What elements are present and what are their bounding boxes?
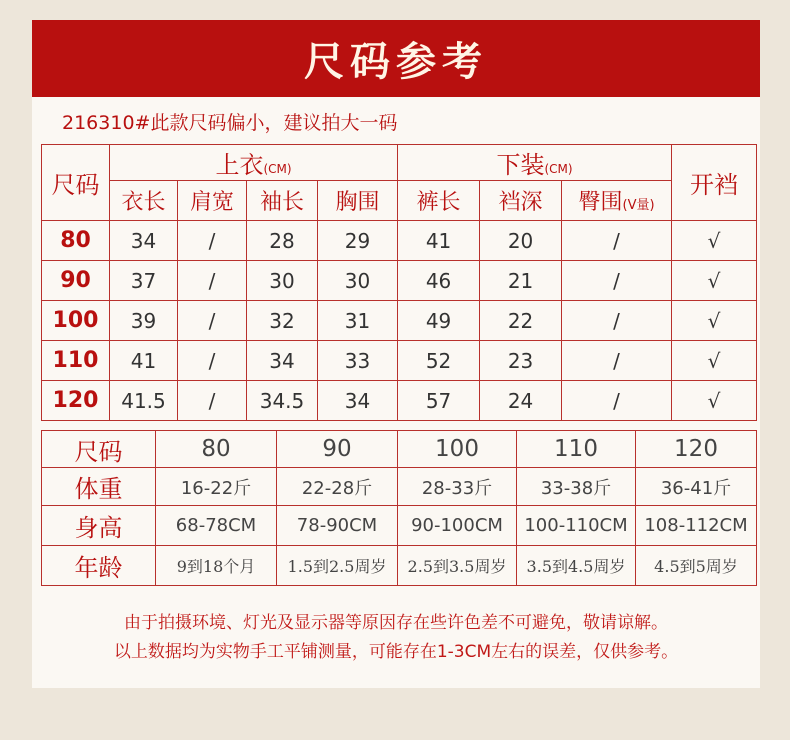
title-banner: [32, 20, 760, 97]
table-row: [42, 546, 757, 586]
bottom-group-header: 下装(CM): [398, 145, 672, 181]
size-header: 尺码: [42, 145, 110, 221]
disclaimer-line-1: 由于拍摄环境、灯光及显示器等原因存在些许色差不可避免，敬请谅解。: [124, 613, 668, 633]
page-title: 尺码参考: [304, 38, 488, 85]
table-cell: 1.5到2.5周岁: [277, 546, 398, 586]
disclaimer-line-2: 以上数据均为实物手工平铺测量，可能存在1-3CM左右的误差，仅供参考。: [113, 642, 679, 662]
table-cell: 34: [110, 221, 178, 261]
table-cell: 34: [318, 381, 398, 421]
col-crotch-depth-header: 裆深: [480, 181, 562, 221]
table-cell: 100: [398, 431, 517, 468]
table-cell: /: [178, 341, 247, 381]
table-cell: 120: [636, 431, 757, 468]
table-cell: 22-28斤: [277, 468, 398, 506]
table-cell: 24: [480, 381, 562, 421]
table-cell: 110: [517, 431, 636, 468]
table-cell: 28-33斤: [398, 468, 517, 506]
table-row: [42, 301, 757, 341]
table-row: [42, 506, 757, 546]
table-cell: /: [562, 301, 672, 341]
table-cell: /: [562, 261, 672, 301]
table-cell: /: [178, 221, 247, 261]
table-cell: 31: [318, 301, 398, 341]
table-cell: 4.5到5周岁: [636, 546, 757, 586]
table-row: [42, 381, 757, 421]
top-group-header: 上衣(CM): [110, 145, 398, 181]
table-cell: 49: [398, 301, 480, 341]
table-row: [42, 261, 757, 301]
table-cell: 21: [480, 261, 562, 301]
table-cell: 16-22斤: [156, 468, 277, 506]
table-cell: 30: [247, 261, 318, 301]
table-cell: 9到18个月: [156, 546, 277, 586]
table-cell: /: [178, 301, 247, 341]
col-length-header: 衣长: [110, 181, 178, 221]
table-cell: /: [178, 261, 247, 301]
table-cell: /: [562, 381, 672, 421]
table-cell: 52: [398, 341, 480, 381]
reference-table: [41, 430, 757, 586]
check-cell: √: [672, 381, 757, 421]
table-cell: 37: [110, 261, 178, 301]
col-sleeve-header: 袖长: [247, 181, 318, 221]
size-note: 216310#此款尺码偏小，建议拍大一码: [62, 112, 398, 134]
table-cell: 28: [247, 221, 318, 261]
table-cell: 90-100CM: [398, 506, 517, 546]
table-cell: 46: [398, 261, 480, 301]
check-cell: √: [672, 221, 757, 261]
check-cell: √: [672, 341, 757, 381]
table-cell: /: [562, 221, 672, 261]
table-cell: 34: [247, 341, 318, 381]
open-crotch-header: 开裆: [672, 145, 757, 221]
table-row: [42, 341, 757, 381]
table-cell: 41.5: [110, 381, 178, 421]
table-cell: 78-90CM: [277, 506, 398, 546]
col-pants-length-header: 裤长: [398, 181, 480, 221]
check-cell: √: [672, 261, 757, 301]
table-cell: 36-41斤: [636, 468, 757, 506]
col-hip-header: 臀围(V量): [562, 181, 672, 221]
table-cell: 22: [480, 301, 562, 341]
table-cell: 23: [480, 341, 562, 381]
table-cell: 57: [398, 381, 480, 421]
table-cell: 90: [277, 431, 398, 468]
table-cell: /: [562, 341, 672, 381]
col-chest-header: 胸围: [318, 181, 398, 221]
table-row: [42, 468, 757, 506]
table-cell: 2.5到3.5周岁: [398, 546, 517, 586]
row-label-age: 年龄: [42, 546, 156, 586]
row-size: 90: [42, 261, 110, 301]
row-label-size: 尺码: [42, 431, 156, 468]
table-cell: 68-78CM: [156, 506, 277, 546]
table-row: [42, 221, 757, 261]
table-cell: 33: [318, 341, 398, 381]
table-cell: 34.5: [247, 381, 318, 421]
table-cell: 33-38斤: [517, 468, 636, 506]
row-size: 100: [42, 301, 110, 341]
table-cell: 41: [110, 341, 178, 381]
table-cell: 20: [480, 221, 562, 261]
row-label-weight: 体重: [42, 468, 156, 506]
check-cell: √: [672, 301, 757, 341]
size-chart-table: [41, 144, 757, 421]
table-cell: 80: [156, 431, 277, 468]
table-cell: 41: [398, 221, 480, 261]
table-cell: 29: [318, 221, 398, 261]
table-cell: /: [178, 381, 247, 421]
row-size: 80: [42, 221, 110, 261]
row-label-height: 身高: [42, 506, 156, 546]
table-cell: 3.5到4.5周岁: [517, 546, 636, 586]
table-cell: 39: [110, 301, 178, 341]
table-cell: 100-110CM: [517, 506, 636, 546]
table-cell: 32: [247, 301, 318, 341]
row-size: 110: [42, 341, 110, 381]
row-size: 120: [42, 381, 110, 421]
table-row: [42, 431, 757, 468]
col-shoulder-header: 肩宽: [178, 181, 247, 221]
table-cell: 30: [318, 261, 398, 301]
table-cell: 108-112CM: [636, 506, 757, 546]
